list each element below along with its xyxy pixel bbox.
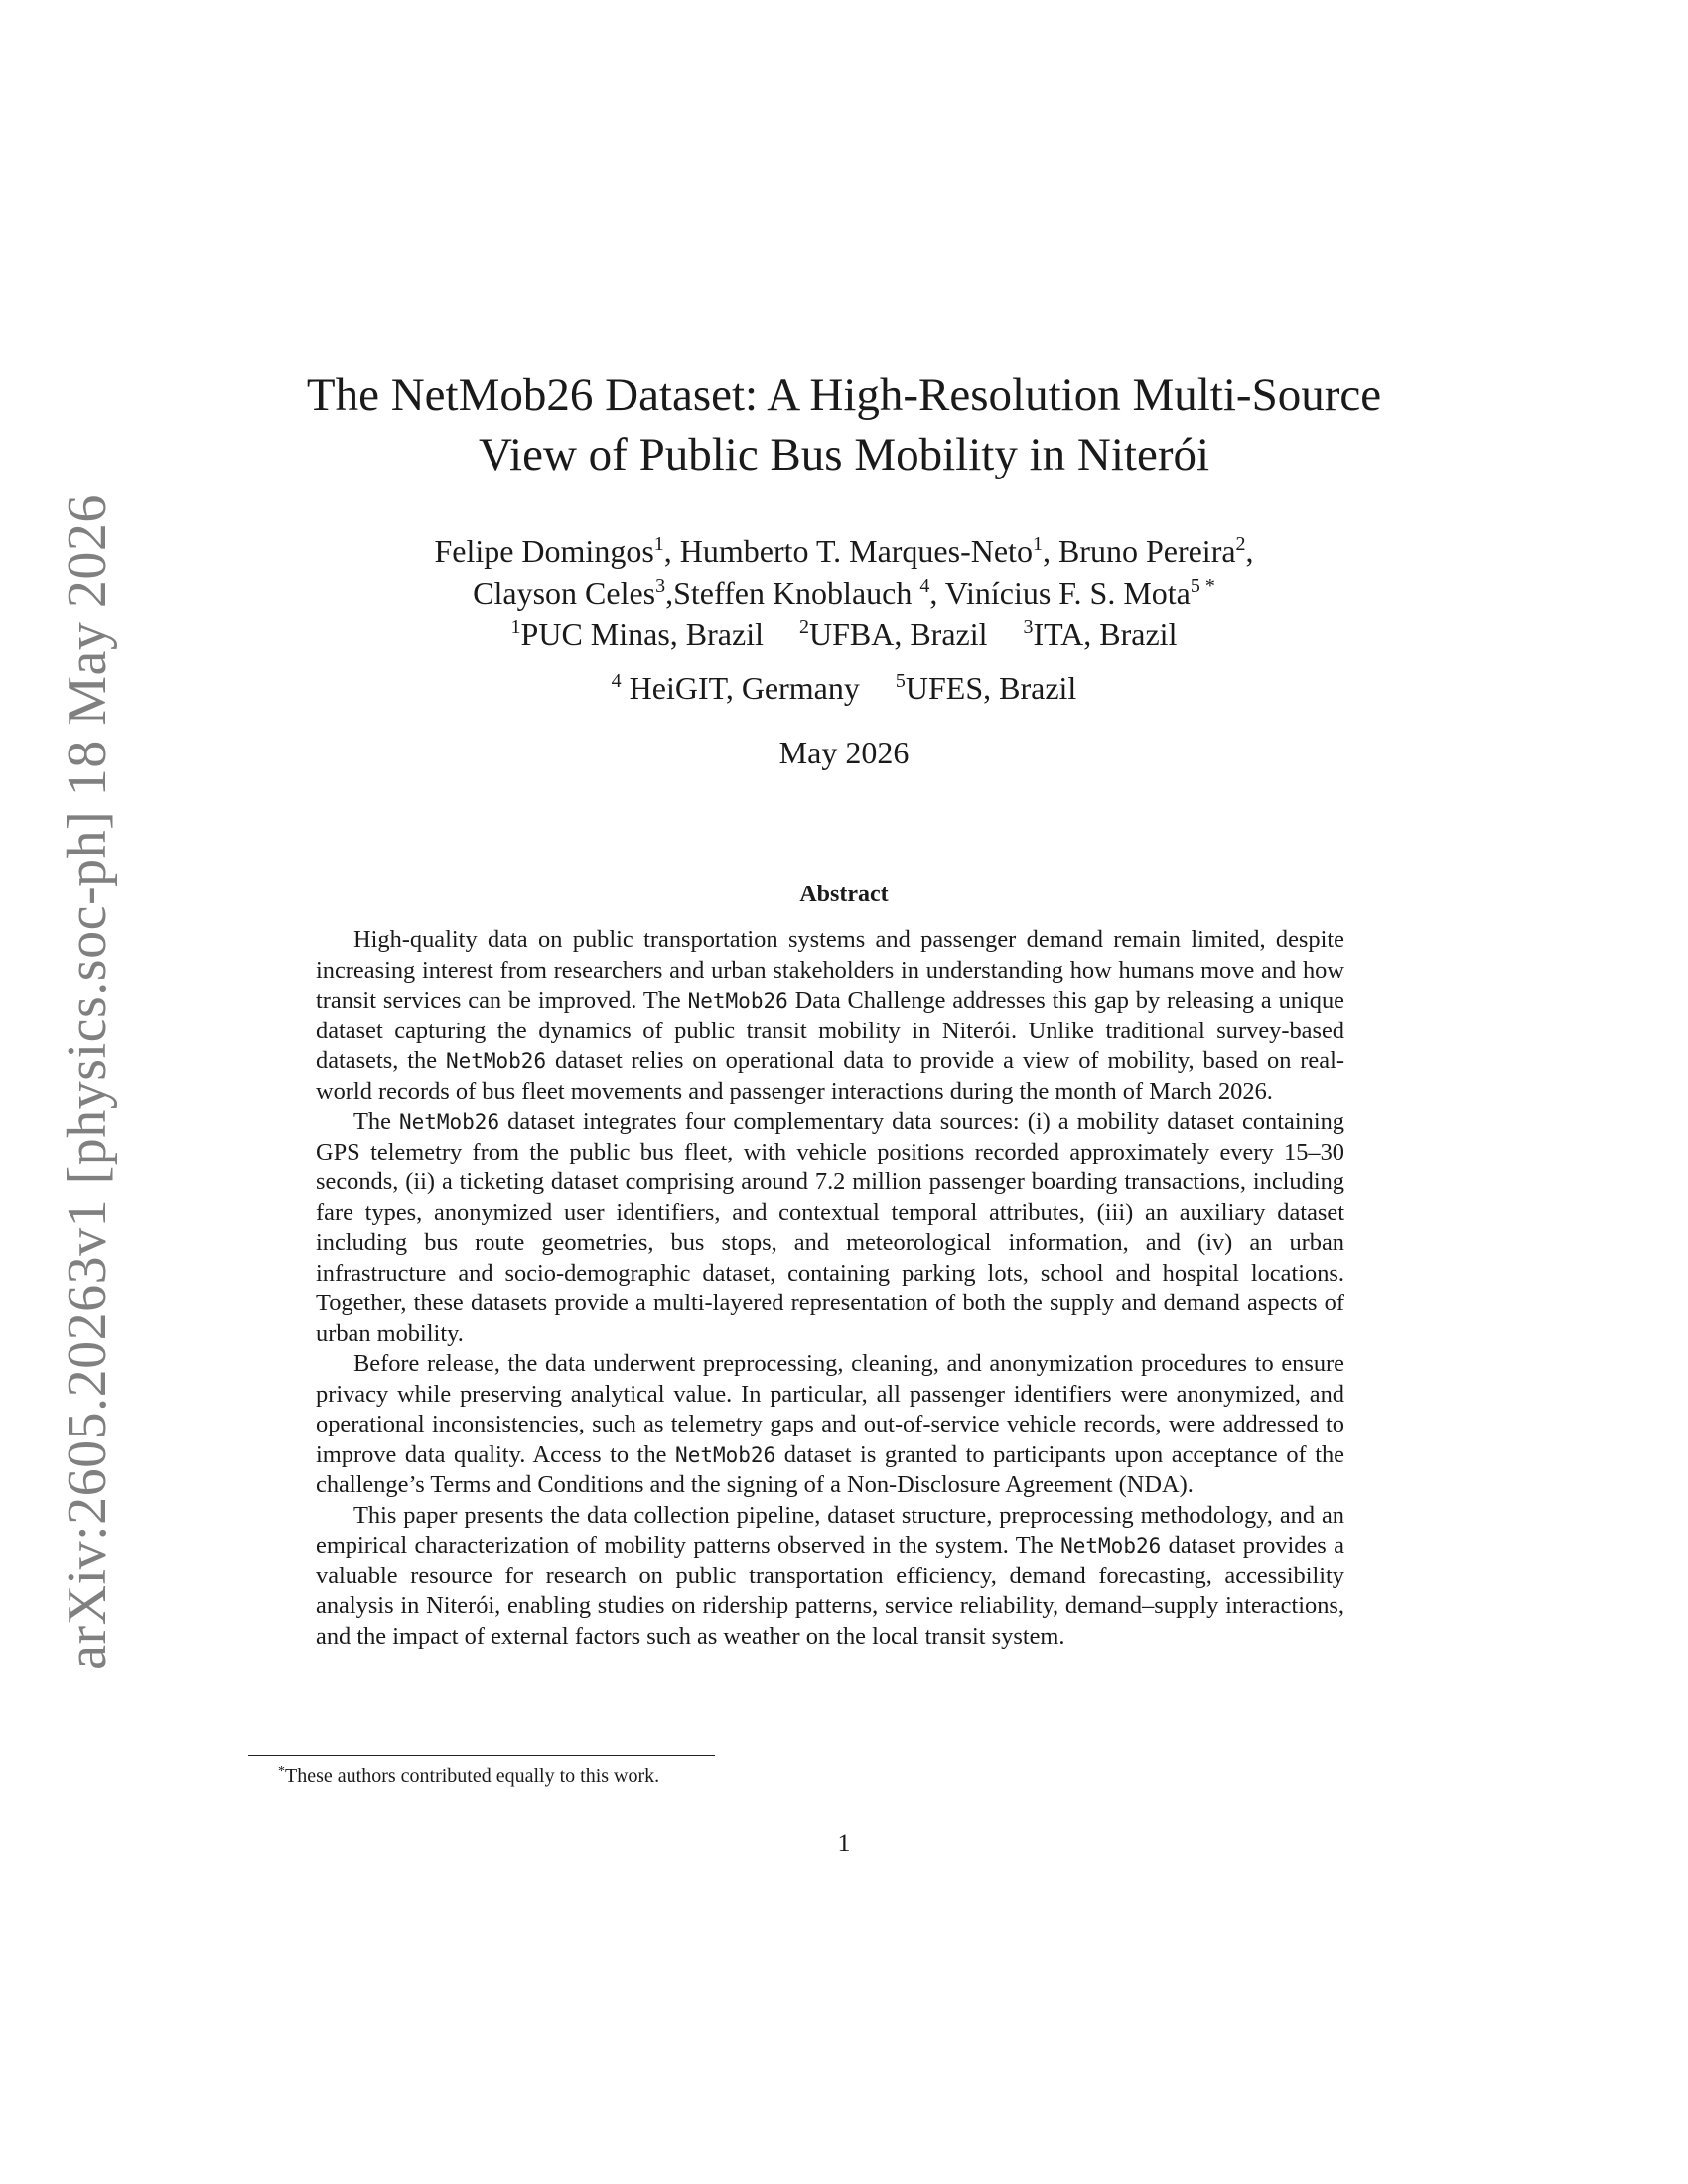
- abstract-paragraph-1: [316, 925, 1344, 1107]
- affiliation-name: ITA, Brazil: [1033, 616, 1178, 652]
- abstract-paragraph-4: [316, 1501, 1344, 1653]
- author-affiliation-mark: 3: [655, 575, 666, 597]
- author-affiliation-mark: 5 *: [1190, 575, 1215, 597]
- page-number: 1: [837, 1829, 851, 1857]
- author-line-2: [248, 572, 1440, 614]
- author-name: Humberto T. Marques-Neto: [679, 533, 1033, 569]
- abstract-paragraph-2: [316, 1107, 1344, 1349]
- footnote: [278, 1765, 659, 1788]
- affiliation-name: HeiGIT, Germany: [621, 670, 860, 706]
- author-separator: ,: [929, 575, 945, 611]
- dataset-name-code: NetMob26: [1060, 1534, 1162, 1558]
- affiliation-line-2: [248, 667, 1440, 709]
- abstract-text: Before release, the data underwent preprocessing, cleaning, and anonymization procedures to ensure privacy while preserving analytical value. In particular, all passenger identifiers were anonymized, and operational inconsistencies, such as telemetry gaps and out-of-service vehicle records, were addressed to improve data quality. Access to the: [316, 1350, 1344, 1468]
- abstract-paragraph-3: [316, 1349, 1344, 1501]
- paper-date: May 2026: [778, 735, 910, 770]
- abstract-text: dataset provides a valuable resource for research on public transportation efficiency, demand forecasting, accessibility analysis in Niterói, enabling studies on ridership patterns, service reliability, demand–supply interactions, and the impact of external factors such as weather on the local transit system.: [316, 1532, 1344, 1650]
- affiliation-mark: 3: [1023, 616, 1034, 638]
- affiliation-mark: 2: [798, 616, 809, 638]
- abstract-text: The: [353, 1108, 399, 1135]
- affiliation-line-1: [248, 614, 1440, 655]
- footnote-text: These authors contributed equally to this work.: [285, 1765, 660, 1787]
- abstract-text: dataset relies on operational data to provide a view of mobility, based on real-world records of bus fleet movements and passenger interactions during the month of March 2026.: [316, 1047, 1344, 1105]
- dataset-name-code: NetMob26: [398, 1110, 500, 1134]
- author-block: [248, 530, 1440, 709]
- author-affiliation-mark: 2: [1235, 533, 1246, 555]
- abstract-text: Data Challenge addresses this gap by releasing a unique dataset capturing the dynamics of public transit mobility in Niterói. Unlike traditional survey-based datasets, the: [316, 987, 1344, 1074]
- author-name: Felipe Domingos: [434, 533, 654, 569]
- arxiv-side-stamp: arXiv:2605.20263v1 [physics.soc-ph] 18 May 2026: [57, 494, 118, 1670]
- paper-title-line-1: The NetMob26 Dataset: A High-Resolution Multi-Source: [306, 369, 1382, 421]
- footnote-mark: *: [278, 1764, 285, 1779]
- author-line-1: [248, 530, 1440, 572]
- author-name: Vinícius F. S. Mota: [944, 575, 1191, 611]
- paper-title-line-2: View of Public Bus Mobility in Niterói: [478, 429, 1210, 480]
- affiliation-name: PUC Minas, Brazil: [520, 616, 764, 652]
- affiliation-mark: 1: [510, 616, 521, 638]
- author-affiliation-mark: 1: [653, 533, 664, 555]
- affiliation-name: UFBA, Brazil: [808, 616, 988, 652]
- abstract-text: This paper presents the data collection pipeline, dataset structure, preprocessing methodology, and an empirical characterization of mobility patterns observed in the system. The: [316, 1501, 1344, 1559]
- author-name: Steffen Knoblauch: [673, 575, 920, 611]
- affiliation-name: UFES, Brazil: [905, 670, 1077, 706]
- footnote-divider: [248, 1755, 715, 1756]
- dataset-name-code: NetMob26: [445, 1049, 547, 1073]
- abstract-body: [316, 925, 1344, 1652]
- author-separator: ,: [1042, 533, 1058, 569]
- abstract-text: dataset is granted to participants upon acceptance of the challenge’s Terms and Conditions and the signing of a Non-Disclosure Agreement (NDA).: [316, 1440, 1344, 1498]
- abstract-text: High-quality data on public transportation systems and passenger demand remain limited, despite increasing interest from researchers and urban stakeholders in understanding how humans move and how transit services can be improved. The: [316, 926, 1344, 1014]
- author-separator: ,: [663, 533, 680, 569]
- author-affiliation-mark: 1: [1032, 533, 1043, 555]
- abstract-text: dataset integrates four complementary data sources: (i) a mobility dataset containing GPS telemetry from the public bus fleet, with vehicle positions recorded approximately every 15–30 seconds, (ii) a ticketing dataset comprising around 7.2 million passenger boarding transactions, including fare types, anonymized user identifiers, and contextual temporal attributes, (iii) an auxiliary dataset including bus route geometries, bus stops, and meteorological information, and (iv) an urban infrastructure and socio-demographic dataset, containing parking lots, school and hospital locations. Together, these datasets provide a multi-layered representation of both the supply and demand aspects of urban mobility.: [316, 1108, 1344, 1347]
- dataset-name-code: NetMob26: [687, 989, 788, 1013]
- paper-title: [248, 365, 1440, 484]
- author-separator: ,: [665, 575, 674, 611]
- affiliation-mark: 4: [611, 670, 622, 692]
- author-affiliation-mark: 4: [919, 575, 930, 597]
- abstract-heading: Abstract: [799, 882, 889, 907]
- author-name: Bruno Pereira: [1057, 533, 1236, 569]
- author-name: Clayson Celes: [473, 575, 656, 611]
- author-separator: ,: [1245, 533, 1254, 569]
- dataset-name-code: NetMob26: [675, 1442, 776, 1467]
- affiliation-mark: 5: [895, 670, 906, 692]
